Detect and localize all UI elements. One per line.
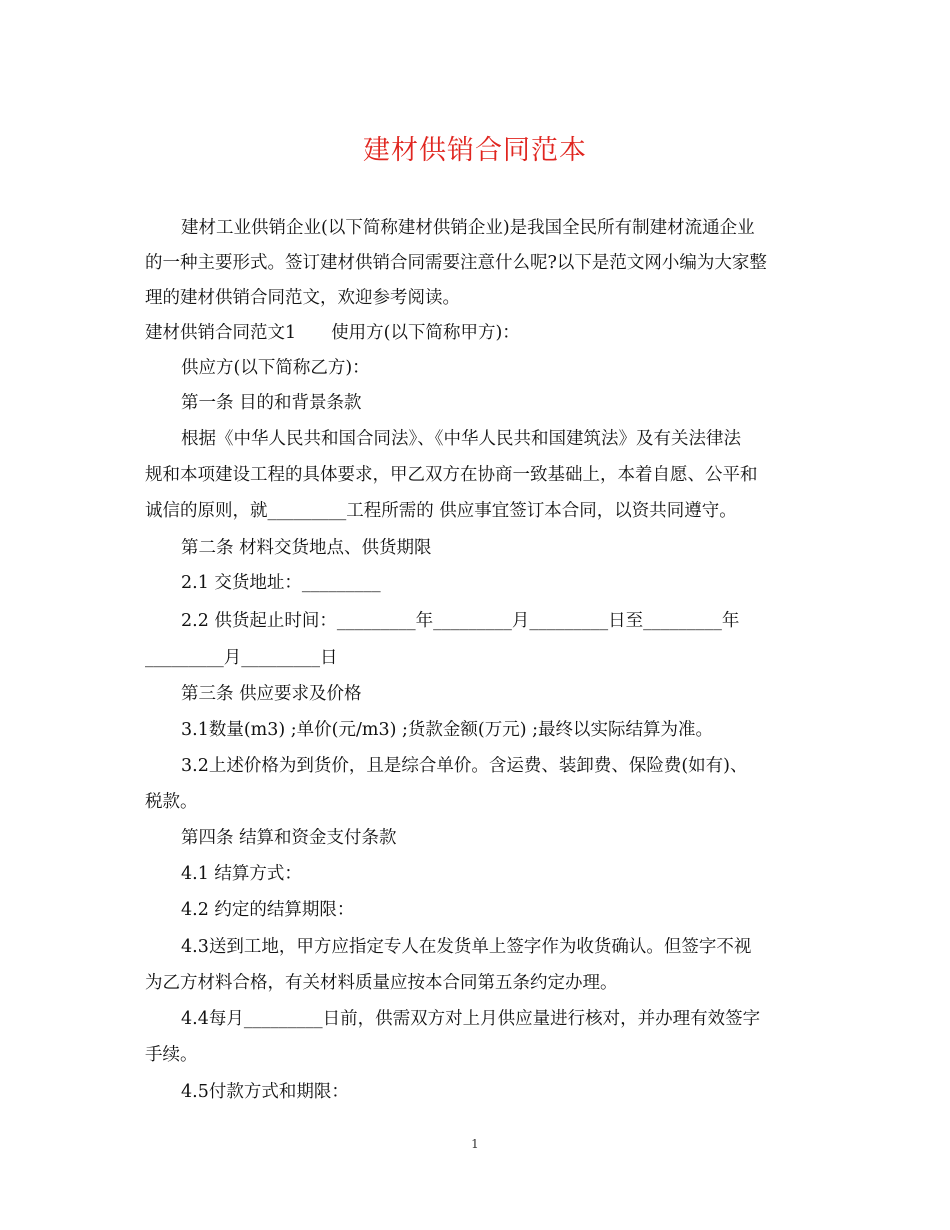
document-line: _________月_________日 — [145, 648, 338, 668]
document-line: 第一条 目的和背景条款 — [181, 393, 362, 413]
page-number: 1 — [471, 1137, 479, 1151]
document-line: 诚信的原则，就_________工程所需的 供应事宜签订本合同，以资共同遵守。 — [145, 501, 737, 521]
document-line: 根据《中华人民共和国合同法》、《中华人民共和国建筑法》及有关法律法 — [181, 429, 741, 449]
document-line: 理的建材供销合同范文，欢迎参考阅读。 — [145, 288, 460, 308]
document-line: 手续。 — [145, 1045, 198, 1065]
document-line: 4.2 约定的结算期限： — [181, 900, 355, 920]
document-line: 4.5付款方式和期限： — [181, 1082, 349, 1102]
document-line: 第四条 结算和资金支付条款 — [181, 828, 397, 848]
document-line: 4.3送到工地，甲方应指定专人在发货单上签字作为收货确认。但签字不视 — [181, 937, 752, 957]
document-line: 4.1 结算方式： — [181, 864, 302, 884]
document-line: 的一种主要形式。签订建材供销合同需要注意什么呢?以下是范文网小编为大家整 — [145, 253, 767, 273]
document-line: 建材工业供销企业(以下简称建材供销企业)是我国全民所有制建材流通企业 — [181, 218, 755, 238]
document-line: 规和本项建设工程的具体要求，甲乙双方在协商一致基础上，本着自愿、公平和 — [145, 465, 758, 485]
document-line: 建材供销合同范文1 使用方(以下简称甲方)： — [145, 323, 520, 343]
document-line: 2.1 交货地址：_________ — [181, 573, 381, 593]
document-line: 为乙方材料合格，有关材料质量应按本合同第五条约定办理。 — [145, 973, 618, 993]
document-line: 税款。 — [145, 792, 198, 812]
document-line: 供应方(以下简称乙方)： — [181, 358, 370, 378]
document-line: 第二条 材料交货地点、供货期限 — [181, 538, 432, 558]
document-line: 3.2上述价格为到货价，且是综合单价。含运费、装卸费、保险费(如有)、 — [181, 756, 748, 776]
document-line: 3.1数量(m3) ;单价(元/m3) ;货款金额(万元) ;最终以实际结算为准。 — [181, 720, 714, 740]
document-line: 第三条 供应要求及价格 — [181, 684, 362, 704]
document-title: 建材供销合同范本 — [363, 135, 587, 166]
document-line: 2.2 供货起止时间：_________年_________月_________日至_________年 — [181, 611, 740, 631]
document-line: 4.4每月_________日前，供需双方对上月供应量进行核对，并办理有效签字 — [181, 1009, 761, 1029]
